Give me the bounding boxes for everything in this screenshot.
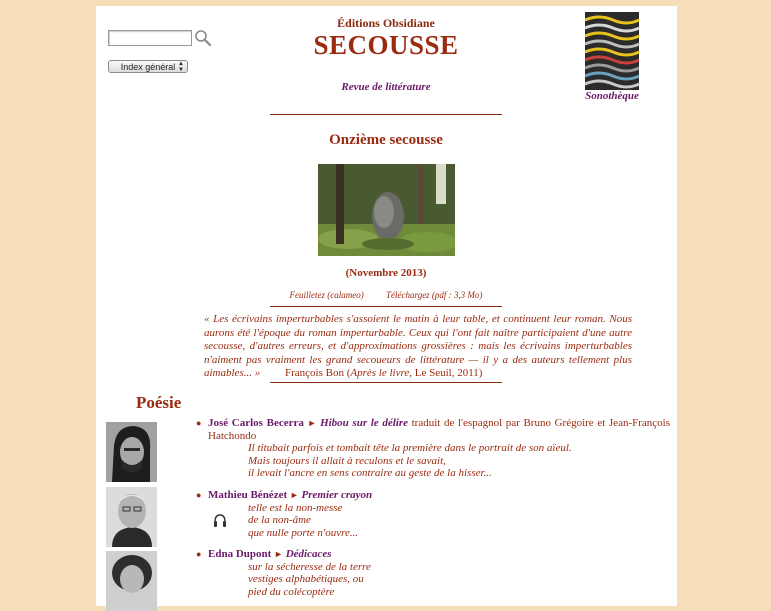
quote-text: « Les écrivains imperturbables s'assoient le matin à leur table, et continuent leur roman. Nous aurons été l'époque du roman imperturbable. Ceux qui l'ont fait naître participaient d'une autre secousse, d'autres erreurs, et d'approximations grossières : mais les écrivains imperturbables n'aiment pas vraiment les grand secoueurs de littérature — il y a des auteurs tellement plus aimables... »	[204, 313, 632, 380]
index-select-label: Index général	[120, 62, 176, 72]
quote-top-divider	[270, 306, 502, 307]
epigraph-quote	[204, 313, 632, 381]
issue-links	[256, 290, 516, 300]
review-title[interactable]: SECOUSSE	[313, 30, 459, 60]
author-name[interactable]: Mathieu Bénézet	[208, 489, 288, 501]
author-name[interactable]: Edna Dupont	[208, 548, 272, 560]
bullet-icon: ●	[196, 490, 202, 500]
verse-line: de la non-âme	[248, 514, 311, 526]
work-title[interactable]: Dédicaces	[285, 548, 332, 560]
poem-excerpt	[248, 442, 670, 480]
arrow-right-icon: ►	[289, 490, 299, 500]
search-area	[108, 30, 218, 46]
verse-line: il levait l'ancre en sens contraire au geste de la hisser...	[248, 467, 492, 479]
arrow-right-icon: ►	[307, 418, 317, 428]
author-portrait-becerra[interactable]	[106, 422, 157, 482]
select-arrows-icon: ▲ ▼	[178, 61, 184, 73]
download-link[interactable]: Téléchargez (pdf : 3,3 Mo)	[386, 290, 483, 300]
verse-line: sur la sécheresse de la terre	[248, 560, 371, 573]
browse-link[interactable]: Feuilletez (calameo)	[289, 290, 364, 300]
arrow-right-icon: ►	[274, 549, 283, 559]
issue-cover-photo	[318, 164, 455, 256]
poem-excerpt	[248, 561, 670, 599]
review-subtitle: Revue de littérature	[341, 81, 431, 93]
work-title[interactable]: Premier crayon	[301, 489, 373, 501]
publisher-name: Éditions Obsidiane	[337, 16, 435, 30]
issue-date: (Novembre 2013)	[345, 267, 427, 279]
translation-credit: traduit de l'espagnol par Bruno Grégoire et Jean-François Hatchondo	[208, 417, 670, 442]
headphones-icon[interactable]	[213, 513, 227, 529]
poem-entry-benezet	[196, 489, 670, 539]
page-container	[96, 6, 677, 606]
verse-line: telle est la non-messe	[248, 501, 343, 514]
verse-line: vestiges alphabétiques, ou	[248, 573, 364, 585]
search-icon[interactable]	[194, 29, 212, 47]
sonotheque-link[interactable]: Sonothèque	[585, 90, 639, 102]
author-name[interactable]: José Carlos Becerra	[208, 417, 304, 429]
verse-line: pied du colécoptère	[248, 585, 335, 598]
quote-book: Après le livre	[350, 367, 410, 380]
author-portrait-dupont[interactable]	[106, 551, 157, 611]
index-select[interactable]	[108, 60, 188, 73]
section-title-poesie: Poésie	[136, 393, 182, 412]
quote-bottom-divider	[270, 382, 502, 383]
bullet-icon: ●	[196, 549, 202, 559]
poem-excerpt	[248, 502, 670, 540]
verse-line: Il titubait parfois et tombait tête la première dans le portrait de son aïeul.	[248, 442, 572, 454]
header-divider	[270, 114, 502, 115]
work-title[interactable]: Hibou sur le délire	[320, 417, 408, 429]
search-input[interactable]	[108, 30, 192, 46]
poem-entry-becerra	[196, 417, 670, 480]
author-portrait-benezet[interactable]	[106, 487, 157, 547]
verse-line: Mais toujours il allait à reculons et le savait,	[248, 454, 446, 467]
bullet-icon: ●	[196, 418, 202, 428]
quote-author: François Bon (Après le livre, Le Seuil, 2011)	[284, 367, 483, 380]
sonotheque-image[interactable]	[585, 12, 639, 90]
issue-title: Onzième secousse	[329, 132, 443, 148]
verse-line: que nulle porte n'ouvre...	[248, 526, 359, 539]
